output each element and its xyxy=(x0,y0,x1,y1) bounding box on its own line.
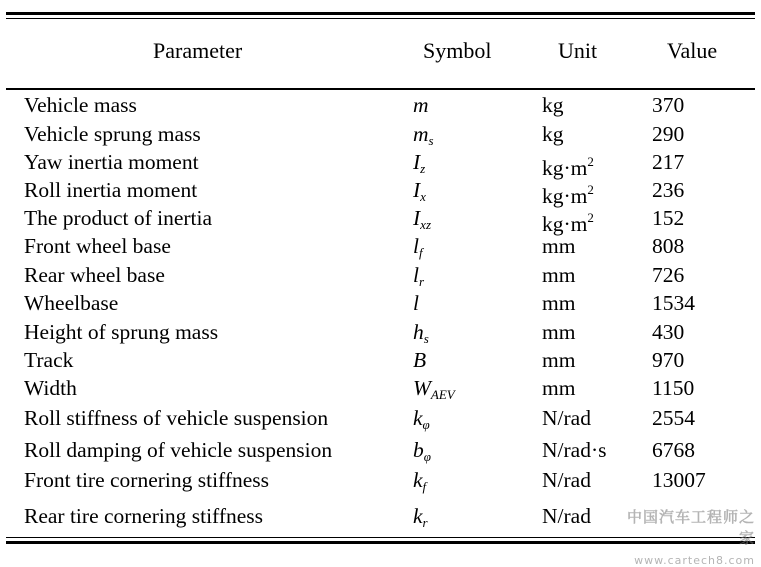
value-cell: 2554 xyxy=(652,406,695,430)
table-row xyxy=(0,436,761,464)
unit-base: kg·m xyxy=(542,212,588,236)
unit-cell xyxy=(542,436,606,464)
table-row xyxy=(0,318,761,346)
symbol-subscript: r xyxy=(422,515,428,530)
parameter-cell: Wheelbase xyxy=(24,291,119,315)
table-row xyxy=(0,261,761,289)
unit-base: kg xyxy=(542,93,564,117)
parameter-cell: Width xyxy=(24,376,77,400)
header-value: Value xyxy=(667,38,718,63)
symbol-subscript: AEV xyxy=(430,387,455,402)
unit-base: N/rad xyxy=(542,504,591,528)
unit-superscript: 2 xyxy=(587,210,594,225)
symbol-base: k xyxy=(413,406,423,430)
unit-superscript: 2 xyxy=(587,182,594,197)
symbol-base: I xyxy=(413,150,421,174)
table-row xyxy=(0,204,761,236)
unit-cell xyxy=(542,374,575,402)
watermark xyxy=(615,506,755,567)
table-top-rule-thick xyxy=(6,12,755,15)
unit-base: mm xyxy=(542,291,576,315)
unit-base: N/rad xyxy=(542,406,591,430)
unit-base: kg·m xyxy=(542,156,588,180)
symbol-base: I xyxy=(413,178,421,202)
symbol-base: k xyxy=(413,504,423,528)
symbol-cell xyxy=(413,466,426,501)
symbol-cell xyxy=(413,346,426,374)
symbol-subscript: s xyxy=(423,331,429,346)
header-parameter: Parameter xyxy=(153,38,243,63)
parameter-cell: Yaw inertia moment xyxy=(24,150,199,174)
symbol-subscript: φ xyxy=(423,449,431,464)
table-header-rule xyxy=(6,88,755,90)
symbol-cell xyxy=(413,404,430,439)
symbol-base: W xyxy=(413,376,431,400)
unit-base: kg xyxy=(542,122,564,146)
unit-cell xyxy=(542,232,575,260)
parameter-cell: Track xyxy=(24,348,74,372)
unit-cell xyxy=(542,466,591,494)
symbol-base: l xyxy=(413,263,419,287)
symbol-base: b xyxy=(413,438,424,462)
symbol-base: l xyxy=(413,291,419,315)
parameter-cell: Roll inertia moment xyxy=(24,178,198,202)
value-cell: 370 xyxy=(652,93,685,117)
value-cell: 1534 xyxy=(652,291,695,315)
value-cell: 13007 xyxy=(652,468,706,492)
parameter-cell: The product of inertia xyxy=(24,206,213,230)
parameter-cell: Roll damping of vehicle suspension xyxy=(24,438,333,462)
unit-cell xyxy=(542,404,591,432)
symbol-base: B xyxy=(413,348,427,372)
value-cell: 290 xyxy=(652,122,685,146)
symbol-base: m xyxy=(413,122,429,146)
symbol-cell xyxy=(413,502,428,537)
unit-cell xyxy=(542,502,591,530)
value-cell: 808 xyxy=(652,234,685,258)
unit-cell xyxy=(542,261,575,289)
symbol-subscript: f xyxy=(422,479,427,494)
value-cell: 970 xyxy=(652,348,685,372)
symbol-base: h xyxy=(413,320,424,344)
unit-cell xyxy=(542,91,564,119)
unit-cell xyxy=(542,318,575,346)
table-row xyxy=(0,346,761,374)
symbol-cell xyxy=(413,289,419,317)
table-row xyxy=(0,374,761,402)
table-row xyxy=(0,466,761,494)
symbol-subscript: xz xyxy=(420,217,432,232)
unit-cell xyxy=(542,120,564,148)
table-row xyxy=(0,404,761,432)
unit-base: N/rad·s xyxy=(542,438,607,462)
symbol-subscript: φ xyxy=(422,417,430,432)
unit-base: mm xyxy=(542,320,576,344)
value-cell: 1150 xyxy=(652,376,695,400)
symbol-base: l xyxy=(413,234,419,258)
value-cell: 236 xyxy=(652,178,685,202)
symbol-cell xyxy=(413,91,429,119)
table-row xyxy=(0,232,761,260)
unit-cell xyxy=(542,346,575,374)
value-cell: 152 xyxy=(652,206,685,230)
unit-base: mm xyxy=(542,234,576,258)
value-cell: 6768 xyxy=(652,438,695,462)
parameter-cell: Rear tire cornering stiffness xyxy=(24,504,264,528)
symbol-base: I xyxy=(413,206,421,230)
watermark-url: www.cartech8.com xyxy=(634,554,755,567)
unit-base: mm xyxy=(542,376,576,400)
table-row xyxy=(0,120,761,148)
table-row xyxy=(0,176,761,208)
unit-base: mm xyxy=(542,263,576,287)
value-cell: 726 xyxy=(652,263,685,287)
value-cell: 217 xyxy=(652,150,685,174)
watermark-text: 中国汽车工程师之家 xyxy=(626,508,755,547)
parameter-cell: Front wheel base xyxy=(24,234,171,258)
header-symbol: Symbol xyxy=(423,38,492,63)
symbol-subscript: f xyxy=(418,245,423,260)
symbol-base: m xyxy=(413,93,429,117)
unit-base: kg·m xyxy=(542,184,588,208)
parameter-cell: Height of sprung mass xyxy=(24,320,219,344)
parameter-cell: Rear wheel base xyxy=(24,263,165,287)
parameter-cell: Vehicle sprung mass xyxy=(24,122,201,146)
table-header xyxy=(0,38,761,68)
symbol-subscript: z xyxy=(420,161,426,176)
table-top-rule-thin xyxy=(6,18,755,19)
header-unit: Unit xyxy=(558,38,598,63)
unit-base: mm xyxy=(542,348,576,372)
parameter-cell: Front tire cornering stiffness xyxy=(24,468,270,492)
symbol-base: k xyxy=(413,468,423,492)
table-row xyxy=(0,289,761,317)
table-row xyxy=(0,148,761,180)
symbol-subscript: x xyxy=(420,189,426,204)
parameter-cell: Vehicle mass xyxy=(24,93,137,117)
unit-base: N/rad xyxy=(542,468,591,492)
unit-superscript: 2 xyxy=(587,154,594,169)
symbol-subscript: r xyxy=(418,274,425,289)
symbol-subscript: s xyxy=(428,133,434,148)
table-row xyxy=(0,91,761,119)
unit-cell xyxy=(542,289,575,317)
value-cell: 430 xyxy=(652,320,685,344)
parameter-cell: Roll stiffness of vehicle suspension xyxy=(24,406,329,430)
